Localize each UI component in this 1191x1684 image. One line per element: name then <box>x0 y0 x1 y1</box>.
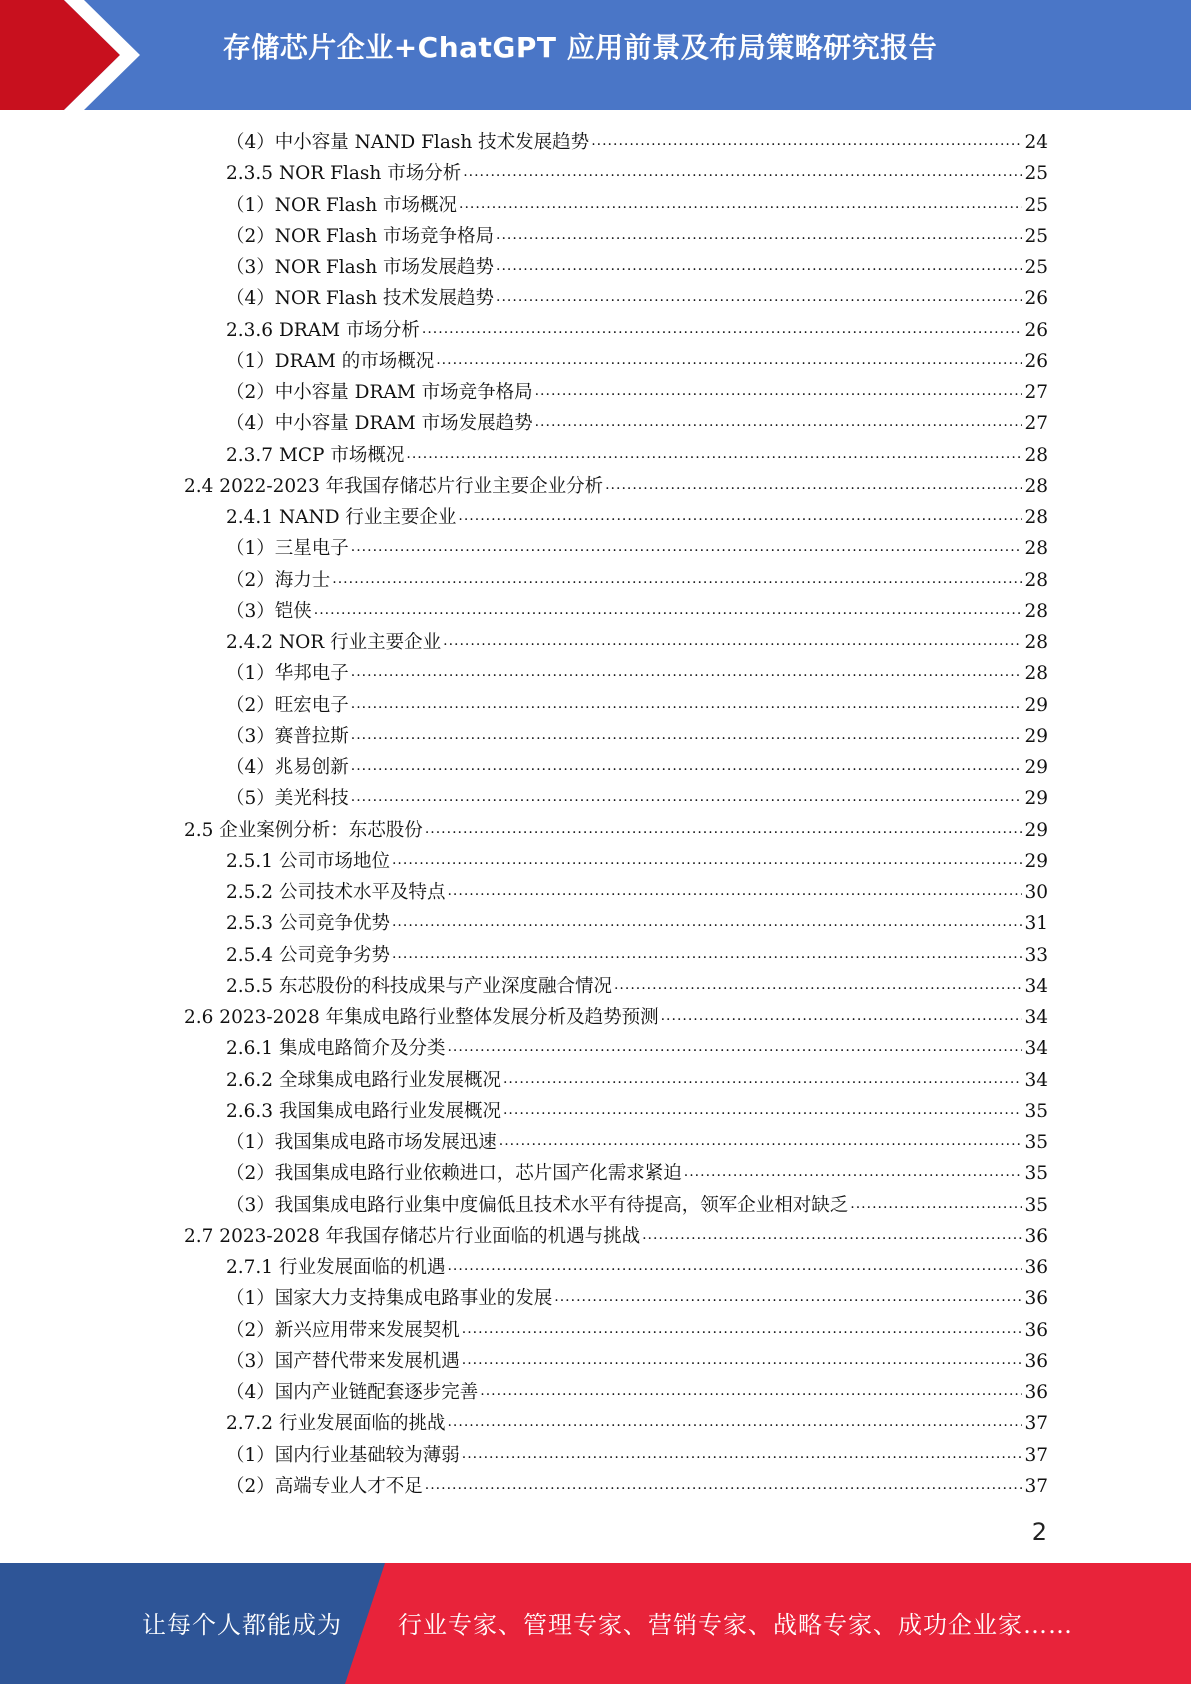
page-footer <box>0 1563 1191 1684</box>
toc-entry[interactable] <box>226 597 1048 627</box>
toc-entry[interactable] <box>226 941 1048 971</box>
toc-entry-label: （2）高端专业人才不足 <box>226 1475 423 1497</box>
toc-leader-dots <box>422 318 1023 340</box>
toc-entry[interactable] <box>226 409 1048 439</box>
toc-entry[interactable] <box>226 878 1048 908</box>
toc-entry[interactable] <box>226 1097 1048 1127</box>
toc-entry-label: 2.4.2 NOR 行业主要企业 <box>226 632 442 653</box>
toc-leader-dots <box>496 224 1022 246</box>
toc-leader-dots <box>535 380 1023 402</box>
toc-entry[interactable] <box>226 253 1048 283</box>
toc-entry-label: 2.5.3 公司竞争优势 <box>226 913 390 935</box>
toc-entry[interactable] <box>226 847 1048 877</box>
toc-entry[interactable] <box>226 503 1048 533</box>
toc-entry[interactable] <box>226 1128 1048 1158</box>
toc-leader-dots <box>351 693 1023 715</box>
toc-entry-page: 28 <box>1024 507 1048 528</box>
toc-entry-page: 29 <box>1024 725 1048 747</box>
toc-entry-page: 25 <box>1024 225 1048 247</box>
toc-entry[interactable] <box>226 659 1048 689</box>
toc-leader-dots <box>684 1161 1023 1183</box>
toc-entry[interactable] <box>226 378 1048 408</box>
toc-leader-dots <box>503 1099 1022 1121</box>
toc-entry-page: 29 <box>1024 788 1048 810</box>
toc-entry[interactable] <box>226 1347 1048 1377</box>
toc-entry[interactable] <box>226 1472 1048 1502</box>
toc-entry-label: （4）NOR Flash 技术发展趋势 <box>226 288 495 310</box>
toc-entry[interactable] <box>226 1378 1048 1408</box>
toc-leader-dots <box>351 536 1023 558</box>
toc-entry-label: （1）三星电子 <box>226 538 349 560</box>
toc-entry[interactable] <box>226 1034 1048 1064</box>
toc-entry-page: 36 <box>1024 1257 1048 1278</box>
toc-entry[interactable] <box>226 691 1048 721</box>
toc-leader-dots <box>332 568 1022 590</box>
toc-entry-page: 28 <box>1024 600 1048 622</box>
toc-entry[interactable] <box>226 159 1048 189</box>
toc-leader-dots <box>850 1193 1022 1215</box>
toc-entry-page: 29 <box>1024 757 1048 778</box>
toc-leader-dots <box>425 818 1023 840</box>
toc-entry-label: （2）旺宏电子 <box>226 694 349 716</box>
toc-entry[interactable] <box>226 1284 1048 1314</box>
toc-entry[interactable] <box>226 1191 1048 1221</box>
toc-entry-page: 28 <box>1024 538 1048 560</box>
page-number: 2 <box>1031 1518 1047 1546</box>
toc-entry-page: 26 <box>1024 350 1048 372</box>
toc-entry-label: （2）中小容量 DRAM 市场竞争格局 <box>226 382 533 403</box>
toc-entry-label: 2.5.2 公司技术水平及特点 <box>226 882 446 903</box>
toc-entry-label: （4）国内产业链配套逐步完善 <box>226 1382 479 1403</box>
toc-entry-label: （4）中小容量 NAND Flash 技术发展趋势 <box>226 132 590 153</box>
toc-entry[interactable] <box>226 347 1048 377</box>
toc-entry-page: 27 <box>1024 382 1048 403</box>
toc-entry-label: 2.3.5 NOR Flash 市场分析 <box>226 163 462 185</box>
toc-leader-dots <box>462 1443 1023 1465</box>
toc-entry[interactable] <box>226 1409 1048 1439</box>
toc-entry-page: 36 <box>1024 1319 1048 1341</box>
toc-leader-dots <box>392 849 1022 871</box>
toc-leader-dots <box>499 1130 1023 1152</box>
toc-leader-dots <box>443 630 1022 652</box>
toc-entry-page: 35 <box>1024 1163 1048 1185</box>
toc-leader-dots <box>392 943 1022 965</box>
toc-leader-dots <box>661 1005 1023 1027</box>
toc-entry-page: 29 <box>1024 850 1048 872</box>
toc-leader-dots <box>463 161 1022 183</box>
toc-entry[interactable] <box>226 191 1048 221</box>
toc-leader-dots <box>436 349 1022 371</box>
toc-leader-dots <box>462 1349 1023 1371</box>
toc-entry-page: 33 <box>1024 944 1048 966</box>
toc-entry[interactable] <box>226 1159 1048 1189</box>
toc-entry-label: 2.5.5 东芯股份的科技成果与产业深度融合情况 <box>226 975 612 997</box>
toc-entry-label: 2.7 2023-2028 年我国存储芯片行业面临的机遇与挑战 <box>184 1225 641 1247</box>
toc-leader-dots <box>314 599 1023 621</box>
toc-entry-label: 2.7.2 行业发展面临的挑战 <box>226 1413 446 1435</box>
toc-entry-page: 27 <box>1024 413 1048 435</box>
toc-leader-dots <box>605 474 1022 496</box>
toc-entry-page: 34 <box>1024 1007 1048 1028</box>
toc-entry-page: 34 <box>1024 1069 1048 1091</box>
toc-entry-page: 28 <box>1024 444 1048 466</box>
toc-entry[interactable] <box>226 972 1048 1002</box>
toc-entry[interactable] <box>226 784 1048 814</box>
toc-entry-label: （1）国家大力支持集成电路事业的发展 <box>226 1288 553 1310</box>
toc-entry-label: 2.4 2022-2023 年我国存储芯片行业主要企业分析 <box>184 475 604 497</box>
toc-entry-page: 35 <box>1024 1100 1048 1122</box>
toc-entry-label: （1）NOR Flash 市场概况 <box>226 194 458 216</box>
toc-entry-page: 25 <box>1024 163 1048 185</box>
toc-entry[interactable] <box>226 1316 1048 1346</box>
footer-slogan-left: 让每个人都能成为 <box>142 1611 342 1639</box>
toc-leader-dots <box>392 911 1022 933</box>
toc-entry[interactable] <box>184 1222 1048 1252</box>
toc-entry[interactable] <box>226 1441 1048 1471</box>
toc-entry[interactable] <box>226 1066 1048 1096</box>
toc-leader-dots <box>503 1068 1022 1090</box>
toc-entry-label: （2）新兴应用带来发展契机 <box>226 1319 460 1341</box>
toc-leader-dots <box>351 661 1023 683</box>
toc-leader-dots <box>496 255 1022 277</box>
toc-entry[interactable] <box>226 441 1048 471</box>
toc-entry-label: 2.6.2 全球集成电路行业发展概况 <box>226 1069 501 1091</box>
toc-entry-page: 34 <box>1024 1038 1048 1060</box>
toc-entry[interactable] <box>184 472 1048 502</box>
toc-entry[interactable] <box>184 816 1048 846</box>
toc-entry-label: （4）中小容量 DRAM 市场发展趋势 <box>226 413 533 435</box>
toc-entry-page: 28 <box>1024 663 1048 685</box>
toc-entry-label: 2.7.1 行业发展面临的机遇 <box>226 1257 446 1278</box>
toc-entry-page: 28 <box>1024 569 1048 591</box>
toc-entry-label: （3）国产替代带来发展机遇 <box>226 1350 460 1372</box>
toc-entry-page: 24 <box>1024 132 1048 153</box>
toc-entry-label: 2.5.4 公司竞争劣势 <box>226 944 390 966</box>
toc-entry-label: （3）赛普拉斯 <box>226 725 349 747</box>
toc-entry-page: 34 <box>1024 975 1048 997</box>
toc-leader-dots <box>554 1286 1022 1308</box>
toc-entry-label: （1）我国集成电路市场发展迅速 <box>226 1132 497 1153</box>
toc-entry[interactable] <box>226 628 1048 658</box>
toc-leader-dots <box>447 1255 1022 1277</box>
toc-entry-page: 26 <box>1024 288 1048 310</box>
toc-entry-label: （1）国内行业基础较为薄弱 <box>226 1444 460 1466</box>
toc-entry-page: 37 <box>1024 1475 1048 1497</box>
toc-entry-label: （4）兆易创新 <box>226 757 349 778</box>
toc-leader-dots <box>642 1224 1022 1246</box>
toc-entry-label: （5）美光科技 <box>226 788 349 810</box>
toc-leader-dots <box>591 130 1022 152</box>
toc-entry-page: 29 <box>1024 694 1048 716</box>
toc-entry-label: 2.6 2023-2028 年集成电路行业整体发展分析及趋势预测 <box>184 1007 659 1028</box>
toc-leader-dots <box>614 974 1022 996</box>
toc-entry[interactable] <box>226 722 1048 752</box>
toc-entry-page: 36 <box>1024 1350 1048 1372</box>
toc-entry-label: 2.6.1 集成电路简介及分类 <box>226 1038 446 1060</box>
toc-entry-label: 2.5.1 公司市场地位 <box>226 850 390 872</box>
toc-entry-page: 25 <box>1024 257 1048 278</box>
toc-entry-label: （3）铠侠 <box>226 600 312 622</box>
toc-entry[interactable] <box>226 316 1048 346</box>
toc-entry-page: 36 <box>1024 1382 1048 1403</box>
toc-leader-dots <box>351 724 1023 746</box>
toc-entry-label: 2.5 企业案例分析：东芯股份 <box>184 819 423 841</box>
page-header <box>0 0 1191 110</box>
toc-leader-dots <box>406 443 1022 465</box>
toc-entry-page: 28 <box>1024 632 1048 653</box>
toc-entry-page: 26 <box>1024 319 1048 341</box>
toc-leader-dots <box>496 286 1022 308</box>
toc-entry[interactable] <box>226 534 1048 564</box>
header-red-arrow-decoration <box>0 0 160 110</box>
toc-entry-label: （1）DRAM 的市场概况 <box>226 350 435 372</box>
toc-leader-dots <box>458 505 1022 527</box>
toc-leader-dots <box>459 193 1022 215</box>
toc-leader-dots <box>535 411 1023 433</box>
toc-entry-label: 2.3.6 DRAM 市场分析 <box>226 319 420 341</box>
toc-entry[interactable] <box>226 222 1048 252</box>
toc-entry-label: （3）NOR Flash 市场发展趋势 <box>226 257 495 278</box>
toc-leader-dots <box>447 1411 1022 1433</box>
toc-entry-page: 37 <box>1024 1444 1048 1466</box>
toc-entry[interactable] <box>226 909 1048 939</box>
toc-entry-label: （2）我国集成电路行业依赖进口，芯片国产化需求紧迫 <box>226 1163 682 1185</box>
toc-entry-label: （1）华邦电子 <box>226 663 349 685</box>
toc-entry-page: 35 <box>1024 1194 1048 1216</box>
toc-entry-page: 37 <box>1024 1413 1048 1435</box>
toc-entry-page: 30 <box>1024 882 1048 903</box>
toc-entry[interactable] <box>226 753 1048 783</box>
toc-leader-dots <box>480 1380 1022 1402</box>
toc-leader-dots <box>425 1474 1023 1496</box>
toc-entry[interactable] <box>184 1003 1048 1033</box>
toc-entry[interactable] <box>226 1253 1048 1283</box>
toc-entry-page: 29 <box>1024 819 1048 841</box>
toc-entry-page: 36 <box>1024 1225 1048 1247</box>
toc-entry-label: 2.6.3 我国集成电路行业发展概况 <box>226 1100 501 1122</box>
toc-entry-label: 2.4.1 NAND 行业主要企业 <box>226 507 457 528</box>
toc-leader-dots <box>447 1036 1022 1058</box>
toc-entry-label: 2.3.7 MCP 市场概况 <box>226 444 405 466</box>
toc-leader-dots <box>447 880 1022 902</box>
toc-entry-page: 35 <box>1024 1132 1048 1153</box>
toc-entry-label: （3）我国集成电路行业集中度偏低且技术水平有待提高，领军企业相对缺乏 <box>226 1194 849 1216</box>
toc-entry-label: （2）NOR Flash 市场竞争格局 <box>226 225 495 247</box>
toc-leader-dots <box>351 755 1023 777</box>
report-title: 存储芯片企业+ChatGPT 应用前景及布局策略研究报告 <box>222 31 938 64</box>
toc-leader-dots <box>351 786 1023 808</box>
toc-leader-dots <box>462 1318 1023 1340</box>
toc-entry-page: 25 <box>1024 194 1048 216</box>
toc-entry[interactable] <box>226 128 1048 158</box>
toc-entry[interactable] <box>226 566 1048 596</box>
footer-slogan-right: 行业专家、管理专家、营销专家、战略专家、成功企业家…… <box>398 1611 1073 1639</box>
toc-entry-page: 31 <box>1024 913 1048 935</box>
toc-entry[interactable] <box>226 284 1048 314</box>
toc-entry-label: （2）海力士 <box>226 569 331 591</box>
toc-entry-page: 36 <box>1024 1288 1048 1310</box>
toc-entry-page: 28 <box>1024 475 1048 497</box>
